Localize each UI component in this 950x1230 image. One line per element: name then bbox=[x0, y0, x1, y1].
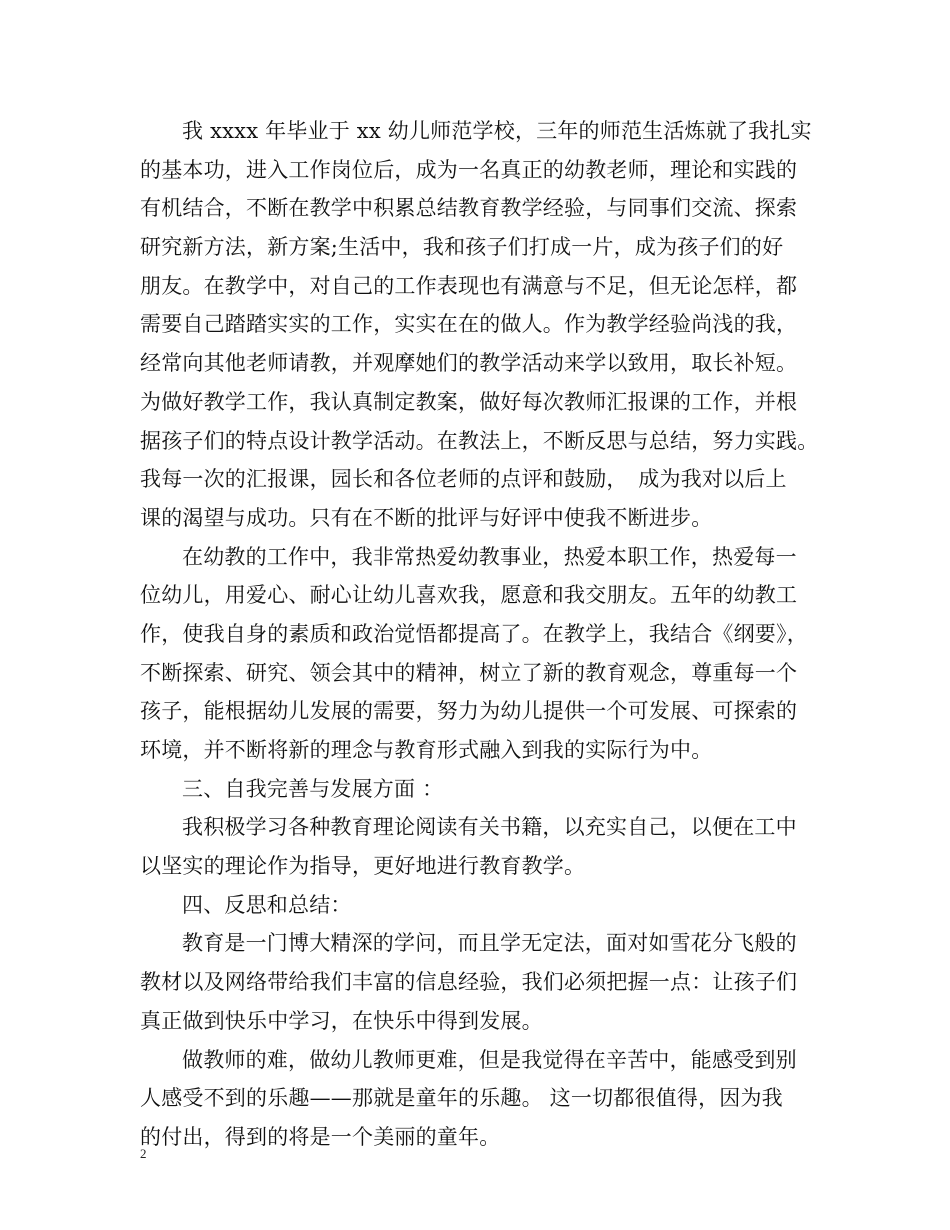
paragraph-line: 孩子，能根据幼儿发展的需要，努力为幼儿提供一个可发展、可探索的 bbox=[140, 699, 798, 724]
paragraph-line: 课的渴望与成功。只有在不断的批评与好评中使我不断进步。 bbox=[140, 505, 713, 530]
paragraph-line: 有机结合，不断在教学中积累总结教育教学经验，与同事们交流、探索 bbox=[140, 196, 798, 221]
paragraph-line: 我每一次的汇报课，园长和各位老师的点评和鼓励， 成为我对以后上 bbox=[140, 467, 787, 492]
paragraph-line: 做教师的难，做幼儿教师更难，但是我觉得在辛苦中，能感受到别 bbox=[182, 1047, 797, 1072]
paragraph-line: 教材以及网络带给我们丰富的信息经验，我们必须把握一点：让孩子们 bbox=[140, 970, 798, 995]
paragraph-line: 人感受不到的乐趣——那就是童年的乐趣。 这一切都很值得，因为我 bbox=[140, 1086, 783, 1111]
paragraph-line: 的基本功，进入工作岗位后，成为一名真正的幼教老师，理论和实践的 bbox=[140, 157, 798, 182]
page-number: 2 bbox=[140, 1146, 147, 1161]
paragraph-line: 朋友。在教学中，对自己的工作表现也有满意与不足，但无论怎样，都 bbox=[140, 273, 798, 298]
document-body bbox=[140, 112, 830, 1157]
section-heading: 三、自我完善与发展方面 ： bbox=[182, 776, 444, 801]
paragraph-line: 的付出，得到的将是一个美丽的童年。 bbox=[140, 1124, 501, 1149]
section-heading: 四、反思和总结： bbox=[182, 892, 352, 917]
paragraph-line: 在幼教的工作中，我非常热爱幼教事业，热爱本职工作，热爱每一 bbox=[182, 544, 797, 569]
paragraph-line: 不断探索、研究、领会其中的精神，树立了新的教育观念，尊重每一个 bbox=[140, 660, 798, 685]
paragraph-line: 经常向其他老师请教，并观摩她们的教学活动来学以致用，取长补短。 bbox=[140, 351, 798, 376]
paragraph-line: 研究新方法，新方案;生活中，我和孩子们打成一片，成为孩子们的好 bbox=[140, 235, 784, 260]
paragraph-line: 真正做到快乐中学习，在快乐中得到发展。 bbox=[140, 1008, 543, 1033]
paragraph-line: 需要自己踏踏实实的工作，实实在在的做人。作为教学经验尚浅的我， bbox=[140, 312, 798, 337]
paragraph-line: 作，使我自身的素质和政治觉悟都提高了。在教学上，我结合《纲要》， bbox=[140, 621, 808, 646]
paragraph-line: 为做好教学工作，我认真制定教案，做好每次教师汇报课的工作，并根 bbox=[140, 389, 798, 414]
paragraph-line: 位幼儿，用爱心、耐心让幼儿喜欢我，愿意和我交朋友。五年的幼教工 bbox=[140, 583, 798, 608]
paragraph-line: 以坚实的理论作为指导，更好地进行教育教学。 bbox=[140, 854, 586, 879]
paragraph-line: 据孩子们的特点设计教学活动。在教法上，不断反思与总结，努力实践。 bbox=[140, 428, 819, 453]
paragraph-line: 我 xxxx 年毕业于 xx 幼儿师范学校，三年的师范生活炼就了我扎实 bbox=[182, 119, 812, 143]
paragraph-line: 教育是一门博大精深的学问，而且学无定法，面对如雪花分飞般的 bbox=[182, 931, 797, 956]
paragraph-line: 环境，并不断将新的理念与教育形式融入到我的实际行为中。 bbox=[140, 738, 713, 762]
paragraph-line: 我积极学习各种教育理论阅读有关书籍，以充实自己，以便在工中 bbox=[182, 815, 797, 840]
